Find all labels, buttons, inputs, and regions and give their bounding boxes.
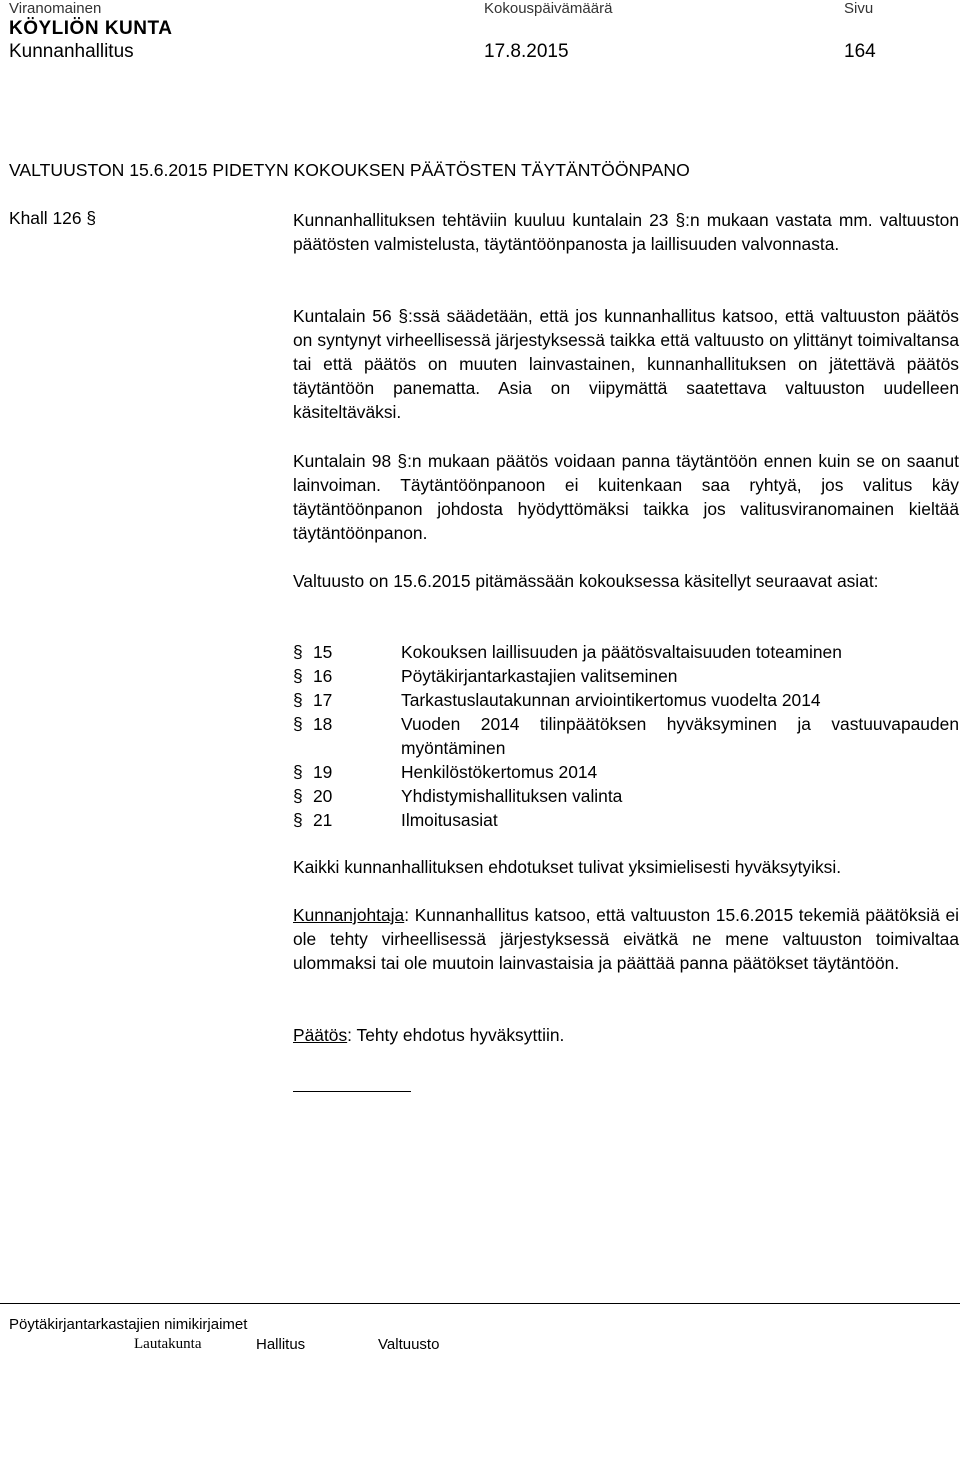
list-item: § 18 Vuoden 2014 tilinpäätöksen hyväksyminen ja vastuuvapauden myöntäminen xyxy=(293,714,959,758)
signature-box-valtuusto: Valtuusto xyxy=(378,1336,440,1353)
body-name: Kunnanhallitus xyxy=(9,41,134,62)
list-item: § 16 Pöytäkirjantarkastajien valitseminen xyxy=(293,666,678,686)
authority-label: Viranomainen xyxy=(9,0,102,17)
page-number: 164 xyxy=(844,41,876,62)
date-label: Kokouspäivämäärä xyxy=(484,0,613,17)
closing-rule xyxy=(293,1091,411,1092)
paragraph-3: Kuntalain 98 §:n mukaan päätös voidaan panna täytäntöön ennen kuin se on saanut lainvoiman. Täytäntöönpanoon ei kuitenkaan saa ryhtyä, jos valitus käy täytäntöönpanon johdosta hyödyttömäksi taikka jos valitusviranomainen kieltää täytäntöönpanon. xyxy=(293,451,959,543)
paragraph-1: Kunnanhallituksen tehtäviin kuuluu kuntalain 23 §:n mukaan vastata mm. valtuuston päätösten valmistelusta, täytäntöönpanosta ja laillisuuden valvonnasta. xyxy=(293,210,959,254)
paragraph-2: Kuntalain 56 §:ssä säädetään, että jos kunnanhallitus katsoo, että valtuuston päätös on syntynyt virheellisessä järjestyksessä taikka että valtuusto on ylittänyt toimivaltansa tai että päätös on muuten lainvastainen, kunnanhallituksen on jätettävä päätös täytäntöön panematta. Asia on viipymättä saatettava valtuuston uudelleen käsiteltäväksi. xyxy=(293,306,959,422)
proposal-label: Kunnanjohtaja xyxy=(293,905,405,925)
summary-paragraph: Kaikki kunnanhallituksen ehdotukset tulivat yksimielisesti hyväksytyiksi. xyxy=(293,857,842,877)
signature-box-lautakunta: Lautakunta xyxy=(134,1336,202,1352)
list-item: § 17 Tarkastuslautakunnan arviointikertomus vuodelta 2014 xyxy=(293,690,821,710)
list-item: § 21 Ilmoitusasiat xyxy=(293,810,498,830)
list-item: § 19 Henkilöstökertomus 2014 xyxy=(293,762,598,782)
section-ref: Khall 126 § xyxy=(9,208,97,228)
signature-box-hallitus: Hallitus xyxy=(256,1336,306,1353)
municipality-name: KÖYLIÖN KUNTA xyxy=(9,18,173,39)
initials-label: Pöytäkirjantarkastajien nimikirjaimet xyxy=(9,1316,248,1333)
meeting-date: 17.8.2015 xyxy=(484,41,569,62)
decision-label: Päätös xyxy=(293,1025,348,1045)
proposal-text: : Kunnanhallitus katsoo, että valtuuston 15.6.2015 tekemiä päätöksiä ei ole tehty virheellisessä järjestyksessä eivätkä ne mene valtuuston toimivaltaa ulommaksi tai ole muutoin lainvastaisia ja päättää panna päätökset täytäntöön. xyxy=(293,905,959,973)
decision-paragraph xyxy=(293,1023,959,1047)
section-title: VALTUUSTON 15.6.2015 PIDETYN KOKOUKSEN PÄÄTÖSTEN TÄYTÄNTÖÖNPANO xyxy=(9,160,690,180)
footer-divider xyxy=(0,1303,960,1304)
list-item: § 15 Kokouksen laillisuuden ja päätösvaltaisuuden toteaminen xyxy=(293,642,842,662)
list-item: § 20 Yhdistymishallituksen valinta xyxy=(293,786,623,806)
proposal-paragraph xyxy=(293,903,959,975)
paragraph-4: Valtuusto on 15.6.2015 pitämässään kokouksessa käsitellyt seuraavat asiat: xyxy=(293,571,879,591)
page-label: Sivu xyxy=(844,0,874,17)
decision-text: : Tehty ehdotus hyväksyttiin. xyxy=(347,1025,565,1045)
